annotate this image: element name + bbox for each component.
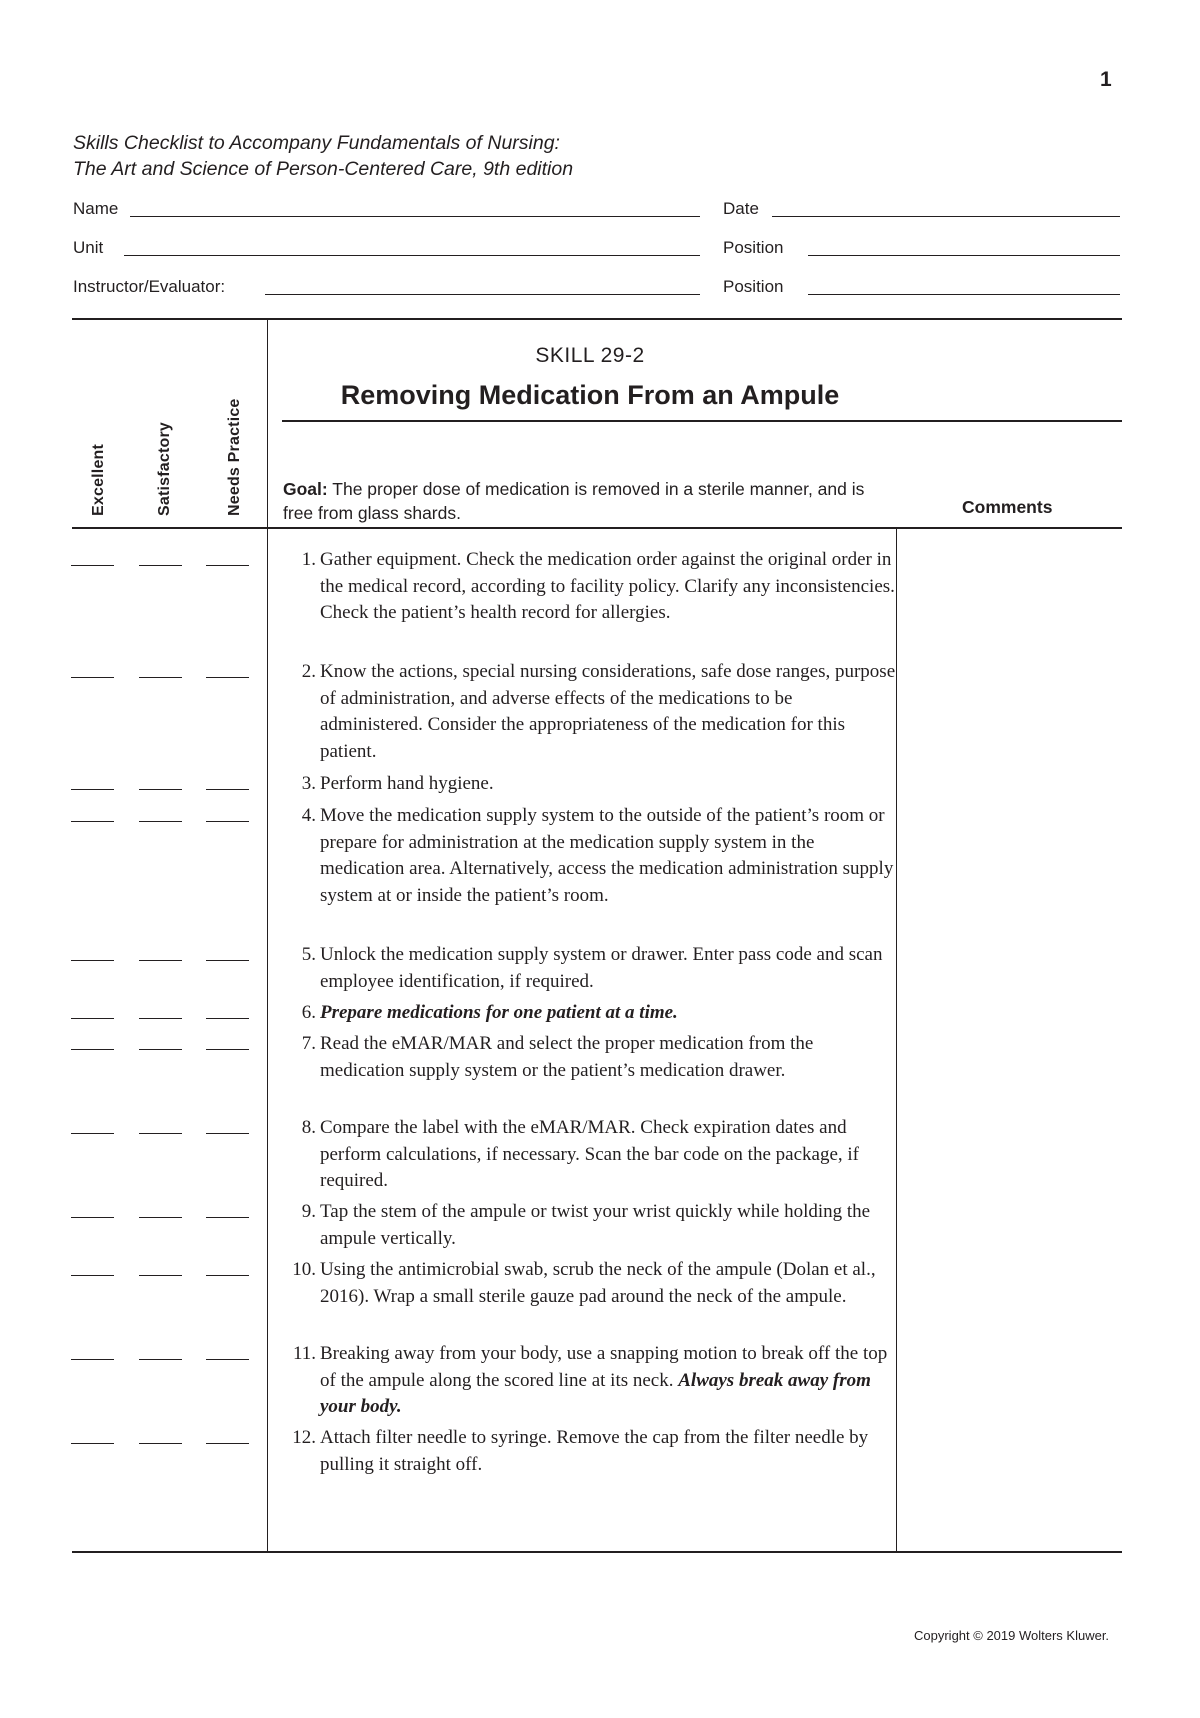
satisfactory-blank-2[interactable] [139,677,182,678]
excellent-blank-1[interactable] [71,565,114,566]
step-3 [280,771,900,798]
step-text: Know the actions, special nursing considerations, safe dose ranges, purpose of administration, and adverse effects of the medications to be administered. Consider the appropriateness of the medication for this patient. [320,661,896,762]
step-2 [280,659,900,765]
step-emphasis: Prepare medications for one patient at a time. [320,1002,678,1023]
step-5 [280,942,900,995]
position-label-1: Position [723,238,784,257]
needs-practice-blank-7[interactable] [206,1049,249,1050]
step-text: Perform hand hygiene. [320,773,494,794]
date-label: Date [723,199,759,218]
step-4 [280,803,900,909]
excellent-blank-8[interactable] [71,1133,114,1134]
name-label: Name [73,199,119,218]
step-11 [280,1341,900,1421]
table-bottom-rule [72,1551,1122,1553]
step-text: Compare the label with the eMAR/MAR. Check expiration dates and perform calculations, if necessary. Scan the bar code on the package, if required. [320,1117,859,1191]
needs-practice-blank-6[interactable] [206,1018,249,1019]
step-6 [280,1000,900,1027]
step-text: Tap the stem of the ampule or twist your wrist quickly while holding the ampule vertically. [320,1201,871,1249]
step-number: 10. [292,1259,316,1280]
position-label-2: Position [723,277,784,296]
excellent-blank-7[interactable] [71,1049,114,1050]
step-text: Using the antimicrobial swab, scrub the neck of the ampule (Dolan et al., 2016). Wrap a small sterile gauze pad around the neck of the ampule. [320,1259,876,1307]
needs-practice-blank-9[interactable] [206,1217,249,1218]
needs-practice-blank-5[interactable] [206,960,249,961]
rating-column-divider [267,319,268,1552]
step-number: 1. [301,549,316,570]
goal-text: The proper dose of medication is removed in a sterile manner, and is free from glass shards. [283,479,865,523]
step-8 [280,1115,900,1195]
satisfactory-column-header: Satisfactory [156,422,173,516]
step-number: 11. [292,1343,316,1364]
step-number: 5. [301,944,316,965]
excellent-blank-3[interactable] [71,789,114,790]
unit-field[interactable] [124,255,700,256]
step-text: Read the eMAR/MAR and select the proper medication from the medication supply system or the patient’s medication drawer. [320,1033,814,1081]
comments-column-header: Comments [962,497,1053,517]
excellent-blank-6[interactable] [71,1018,114,1019]
goal-label: Goal: [283,479,328,499]
step-number: 6. [301,1002,316,1023]
satisfactory-blank-3[interactable] [139,789,182,790]
book-title-line-2: The Art and Science of Person-Centered Care, 9th edition [73,158,574,180]
step-number: 4. [301,805,316,826]
goal-statement [283,477,873,525]
satisfactory-blank-6[interactable] [139,1018,182,1019]
satisfactory-blank-11[interactable] [139,1359,182,1360]
step-12 [280,1425,900,1478]
needs-practice-blank-8[interactable] [206,1133,249,1134]
excellent-blank-5[interactable] [71,960,114,961]
step-number: 9. [301,1201,316,1222]
needs-practice-blank-4[interactable] [206,821,249,822]
satisfactory-blank-12[interactable] [139,1443,182,1444]
excellent-blank-10[interactable] [71,1275,114,1276]
page-number: 1 [1100,68,1112,91]
step-text-main: Breaking away from your body, use a snapping motion to break off the top of the ampule along the scored line at its neck. [320,1343,888,1391]
date-field[interactable] [772,216,1120,217]
position-field-2[interactable] [808,294,1120,295]
step-emphasis: Always break away from your body. [320,1369,871,1417]
excellent-blank-4[interactable] [71,821,114,822]
skill-title: Removing Medication From an Ampule [340,380,840,410]
satisfactory-blank-4[interactable] [139,821,182,822]
step-number: 7. [301,1033,316,1054]
needs-practice-blank-2[interactable] [206,677,249,678]
step-1 [280,547,900,627]
step-text [320,1000,900,1027]
excellent-blank-9[interactable] [71,1217,114,1218]
instructor-label: Instructor/Evaluator: [73,277,226,296]
copyright-notice: Copyright © 2019 Wolters Kluwer. [914,1628,1110,1643]
satisfactory-blank-8[interactable] [139,1133,182,1134]
step-10 [280,1257,900,1310]
step-text: Move the medication supply system to the outside of the patient’s room or prepare for administration at the medication supply system in the medication area. Alternatively, access the medication administration supply system at or inside the patient’s room. [320,805,894,906]
step-number: 8. [301,1117,316,1138]
needs-practice-blank-11[interactable] [206,1359,249,1360]
step-9 [280,1199,900,1252]
needs-practice-blank-1[interactable] [206,565,249,566]
excellent-blank-11[interactable] [71,1359,114,1360]
step-text [320,1341,900,1421]
step-7 [280,1031,900,1084]
satisfactory-blank-7[interactable] [139,1049,182,1050]
step-text: Gather equipment. Check the medication order against the original order in the medical record, according to facility policy. Clarify any inconsistencies. Check the patient’s health record for allergies. [320,549,895,623]
satisfactory-blank-1[interactable] [139,565,182,566]
position-field-1[interactable] [808,255,1120,256]
unit-label: Unit [73,238,104,257]
satisfactory-blank-10[interactable] [139,1275,182,1276]
step-text: Attach filter needle to syringe. Remove the cap from the filter needle by pulling it straight off. [320,1427,869,1475]
satisfactory-blank-5[interactable] [139,960,182,961]
needs-practice-blank-3[interactable] [206,789,249,790]
title-underline [282,420,1122,422]
skill-number: SKILL 29-2 [535,344,645,367]
book-title-line-1: Skills Checklist to Accompany Fundamentals of Nursing: [73,132,560,154]
excellent-blank-12[interactable] [71,1443,114,1444]
excellent-column-header: Excellent [90,443,107,516]
step-number: 3. [301,773,316,794]
header-bottom-rule [72,527,1122,529]
needs-practice-blank-10[interactable] [206,1275,249,1276]
step-number: 2. [301,661,316,682]
needs-practice-blank-12[interactable] [206,1443,249,1444]
table-top-rule [72,318,1122,320]
instructor-field[interactable] [265,294,700,295]
step-text: Unlock the medication supply system or drawer. Enter pass code and scan employee identification, if required. [320,944,883,992]
excellent-blank-2[interactable] [71,677,114,678]
step-number: 12. [292,1427,316,1448]
name-field[interactable] [130,216,700,217]
needs-practice-column-header: Needs Practice [226,398,243,516]
satisfactory-blank-9[interactable] [139,1217,182,1218]
